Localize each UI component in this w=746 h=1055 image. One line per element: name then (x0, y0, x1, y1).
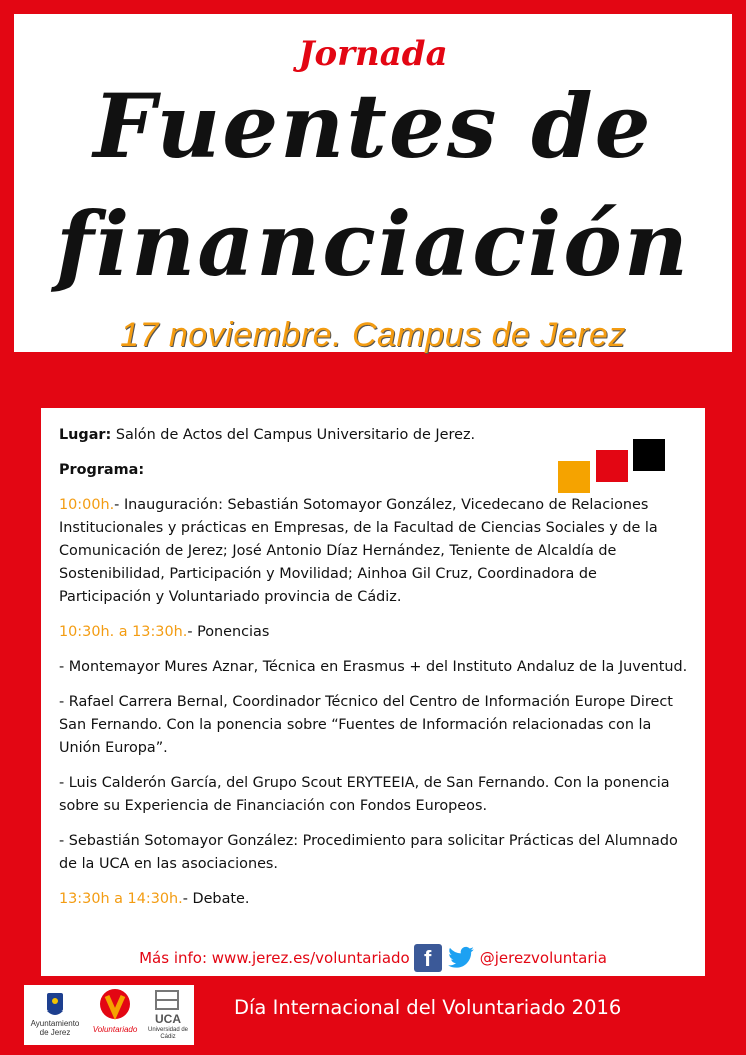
program-item: 13:30h a 14:30h.- Debate. (59, 891, 250, 907)
title-line-1: Fuentes de (93, 74, 653, 178)
item-time: 10:30h. a 13:30h. (59, 624, 188, 640)
lugar-label: Lugar: (59, 427, 112, 443)
program-item: - Luis Calderón García, del Grupo Scout ERYTEEIA, de San Fernando. Con la ponencia sobre su Experiencia de Financiación con Fondos Europeos. (59, 775, 670, 814)
jerez-coat-of-arms-icon (44, 991, 66, 1017)
voluntariado-logo-icon (98, 987, 132, 1023)
lugar-text: Salón de Actos del Campus Universitario de Jerez. (111, 427, 476, 443)
program-item: - Rafael Carrera Bernal, Coordinador Técnico del Centro de Información Europe Direct San Fernando. Con la ponencia sobre “Fuentes de Información relacionadas con la Unión Europa”. (59, 694, 673, 756)
twitter-icon[interactable] (446, 944, 476, 972)
voluntariado-logo-text: Voluntariado (92, 1025, 138, 1034)
program-item: 10:30h. a 13:30h.- Ponencias (59, 624, 270, 640)
lugar-line (59, 424, 691, 447)
program-item: - Montemayor Mures Aznar, Técnica en Erasmus + del Instituto Andaluz de la Juventud. (59, 659, 688, 675)
kicker: Jornada (298, 34, 448, 74)
info-panel (41, 408, 705, 976)
footer-text: Día Internacional del Voluntariado 2016 (234, 996, 622, 1019)
twitter-handle[interactable]: @jerezvoluntaria (479, 949, 607, 967)
item-time: 13:30h a 14:30h. (59, 891, 183, 907)
program-content (59, 424, 691, 923)
title-panel (14, 14, 732, 352)
programa-heading: Programa: (59, 462, 145, 478)
facebook-icon[interactable]: f (414, 944, 442, 972)
uca-emblem-icon (154, 989, 180, 1011)
uca-logo-text: UCA (155, 1012, 181, 1026)
program-item: 10:00h.- Inauguración: Sebastián Sotomayor González, Vicedecano de Relaciones Institucionales y prácticas en Empresas, de la Facultad de Ciencias Sociales y de la Comunicación de Jerez; José Antonio Díaz Hernández, Teniente de Alcaldía de Sostenibilidad, Participación y Movilidad; Ainhoa Gil Cruz, Coordinadora de Participación y Voluntariado provincia de Cádiz. (59, 497, 658, 605)
program-item: - Sebastián Sotomayor González: Procedimiento para solicitar Prácticas del Alumnado de la UCA en las asociaciones. (59, 833, 678, 872)
title-line-2: financiación (56, 192, 690, 296)
uca-logo-subtitle: Universidad de Cádiz (147, 1027, 189, 1040)
item-time: 10:00h. (59, 497, 115, 513)
event-date: 17 noviembre. Campus de Jerez (120, 316, 626, 354)
ayuntamiento-logo-text: Ayuntamiento de Jerez (30, 1019, 80, 1037)
more-info-link[interactable]: Más info: www.jerez.es/voluntariado (139, 949, 410, 967)
more-info-row (41, 944, 705, 972)
logos-panel (24, 985, 194, 1045)
